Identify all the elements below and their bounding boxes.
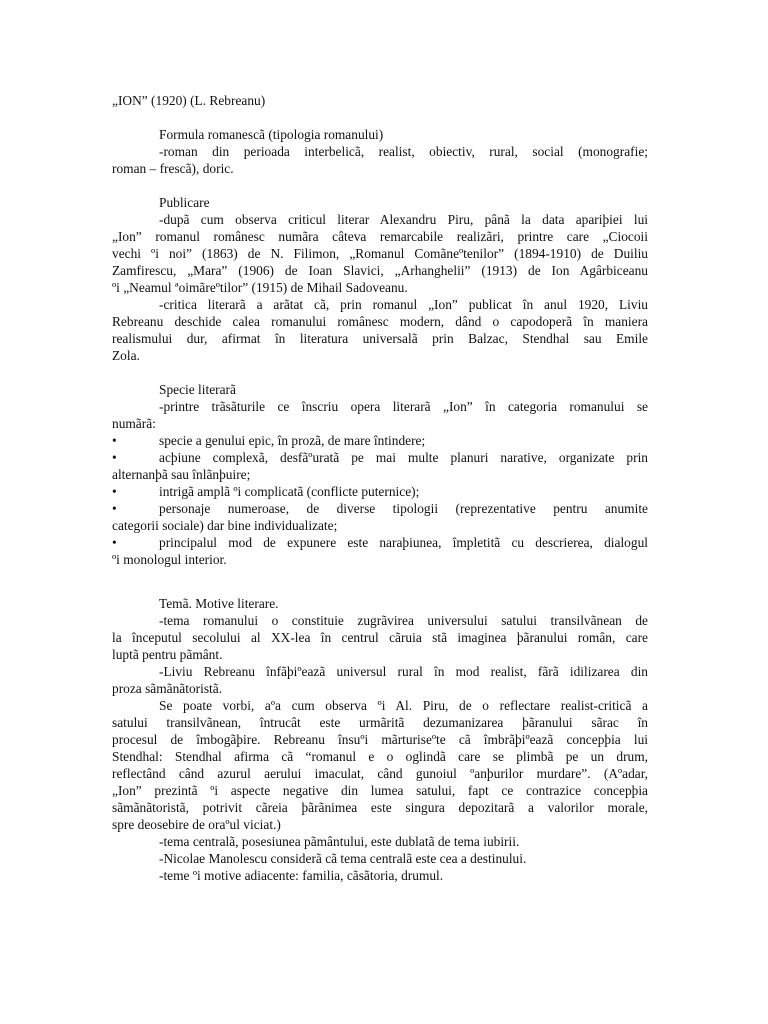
paragraph-line: „Ion” romanul românesc numãra câteva remarcabile realizãri, printre care „Ciocoii: [112, 229, 648, 244]
paragraph-line: Stendhal: Stendhal afirma cã “romanul e o oglindã care se plimbã pe un drum,: [112, 749, 648, 764]
section-heading-publicare: Publicare: [159, 195, 210, 210]
paragraph-line: Se poate vorbi, aºa cum observa ºi Al. Piru, de o reflectare realist-criticã a: [159, 698, 648, 713]
paragraph-line: satului transilvãnean, întrucât este urmãritã dezumanizarea þãranului sãrac în: [112, 715, 648, 730]
paragraph-line: reflectând când azurul aerului imaculat, când gunoiul ºanþurilor murdare”. (Aºadar,: [112, 766, 648, 781]
paragraph-line: procesul de îmbogãþire. Rebreanu însuºi mãrturiseºte cã îmbrãþiºeazã concepþia lui: [112, 732, 648, 747]
section-heading-formula: Formula romanescã (tipologia romanului): [159, 127, 384, 142]
bullet-icon: •: [112, 535, 117, 550]
paragraph-line: sãmãnãtoristã, potrivit cãreia þãrãnimea este singura depozitarã a valorilor morale,: [112, 800, 648, 815]
section-heading-specie: Specie literarã: [159, 382, 236, 397]
paragraph-line: -roman din perioada interbelicã, realist, obiectiv, rural, social (monografie;: [159, 144, 648, 159]
paragraph-line: -tema centralã, posesiunea pãmântului, este dublatã de tema iubirii.: [159, 834, 520, 849]
paragraph-line: -Nicolae Manolescu considerã cã tema centralã este cea a destinului.: [159, 851, 527, 866]
paragraph-line: proza sãmãnãtoristã.: [112, 681, 223, 696]
bullet-text: intrigã amplã ºi complicatã (conflicte puternice);: [159, 484, 420, 499]
bullet-icon: •: [112, 484, 117, 499]
paragraph-line: luptã pentru pãmânt.: [112, 647, 223, 662]
bullet-icon: •: [112, 433, 117, 448]
paragraph-line: realismului dur, afirmat în literatura universalã prin Balzac, Stendhal sau Emile: [112, 331, 648, 346]
paragraph-line: vechi ºi noi” (1863) de N. Filimon, „Romanul Comãneºtenilor” (1894-1910) de Duiliu: [112, 246, 648, 261]
bullet-text-continued: alternanþã sau înlãnþuire;: [112, 467, 251, 482]
bullet-icon: •: [112, 450, 117, 465]
bullet-text: specie a genului epic, în prozã, de mare întindere;: [159, 433, 426, 448]
paragraph-line: Zamfirescu, „Mara” (1906) de Ioan Slavici, „Arhanghelii” (1913) de Ion Agârbiceanu: [112, 263, 648, 278]
paragraph-line: -teme ºi motive adiacente: familia, cãsãtoria, drumul.: [159, 868, 444, 883]
paragraph-line: -Liviu Rebreanu înfãþiºeazã universul rural în mod realist, fãrã idilizarea din: [159, 664, 648, 679]
bullet-icon: •: [112, 501, 117, 516]
bullet-text-continued: ºi monologul interior.: [112, 552, 227, 567]
paragraph-line: -tema romanului o constituie zugrãvirea universului satului transilvãnean de: [159, 613, 648, 628]
paragraph-line: Rebreanu deschide calea romanului românesc modern, dând o capodoperã în maniera: [112, 314, 648, 329]
paragraph-line: la începutul secolului al XX-lea în centrul cãruia stã imaginea þãranului român, care: [112, 630, 648, 645]
bullet-text: acþiune complexã, desfãºuratã pe mai multe planuri narative, organizate prin: [159, 450, 648, 465]
paragraph-line: -critica literarã a arãtat cã, prin romanul „Ion” publicat în anul 1920, Liviu: [159, 297, 648, 312]
paragraph-line: Zola.: [112, 348, 140, 363]
paragraph-line: spre deosebire de oraºul viciat.): [112, 817, 281, 832]
paragraph-line: roman – frescã), doric.: [112, 161, 234, 176]
paragraph-line: numãrã:: [112, 416, 156, 431]
paragraph-line: „Ion” prezintã ºi aspecte negative din lumea satului, fapt ce contrazice concepþia: [112, 783, 648, 798]
paragraph-line: -printre trãsãturile ce înscriu opera literarã „Ion” în categoria romanului se: [159, 399, 648, 414]
section-heading-tema: Temã. Motive literare.: [159, 596, 279, 611]
bullet-text-continued: categorii sociale) dar bine individualizate;: [112, 518, 338, 533]
paragraph-line: -dupã cum observa criticul literar Alexandru Piru, pânã la data apariþiei lui: [159, 212, 648, 227]
document-title: „ION” (1920) (L. Rebreanu): [112, 93, 266, 108]
paragraph-line: ºi „Neamul ªoimãreºtilor” (1915) de Mihail Sadoveanu.: [112, 280, 408, 295]
bullet-text: principalul mod de expunere este naraþiunea, împletitã cu descrierea, dialogul: [159, 535, 648, 550]
bullet-text: personaje numeroase, de diverse tipologii (reprezentative pentru anumite: [159, 501, 648, 516]
